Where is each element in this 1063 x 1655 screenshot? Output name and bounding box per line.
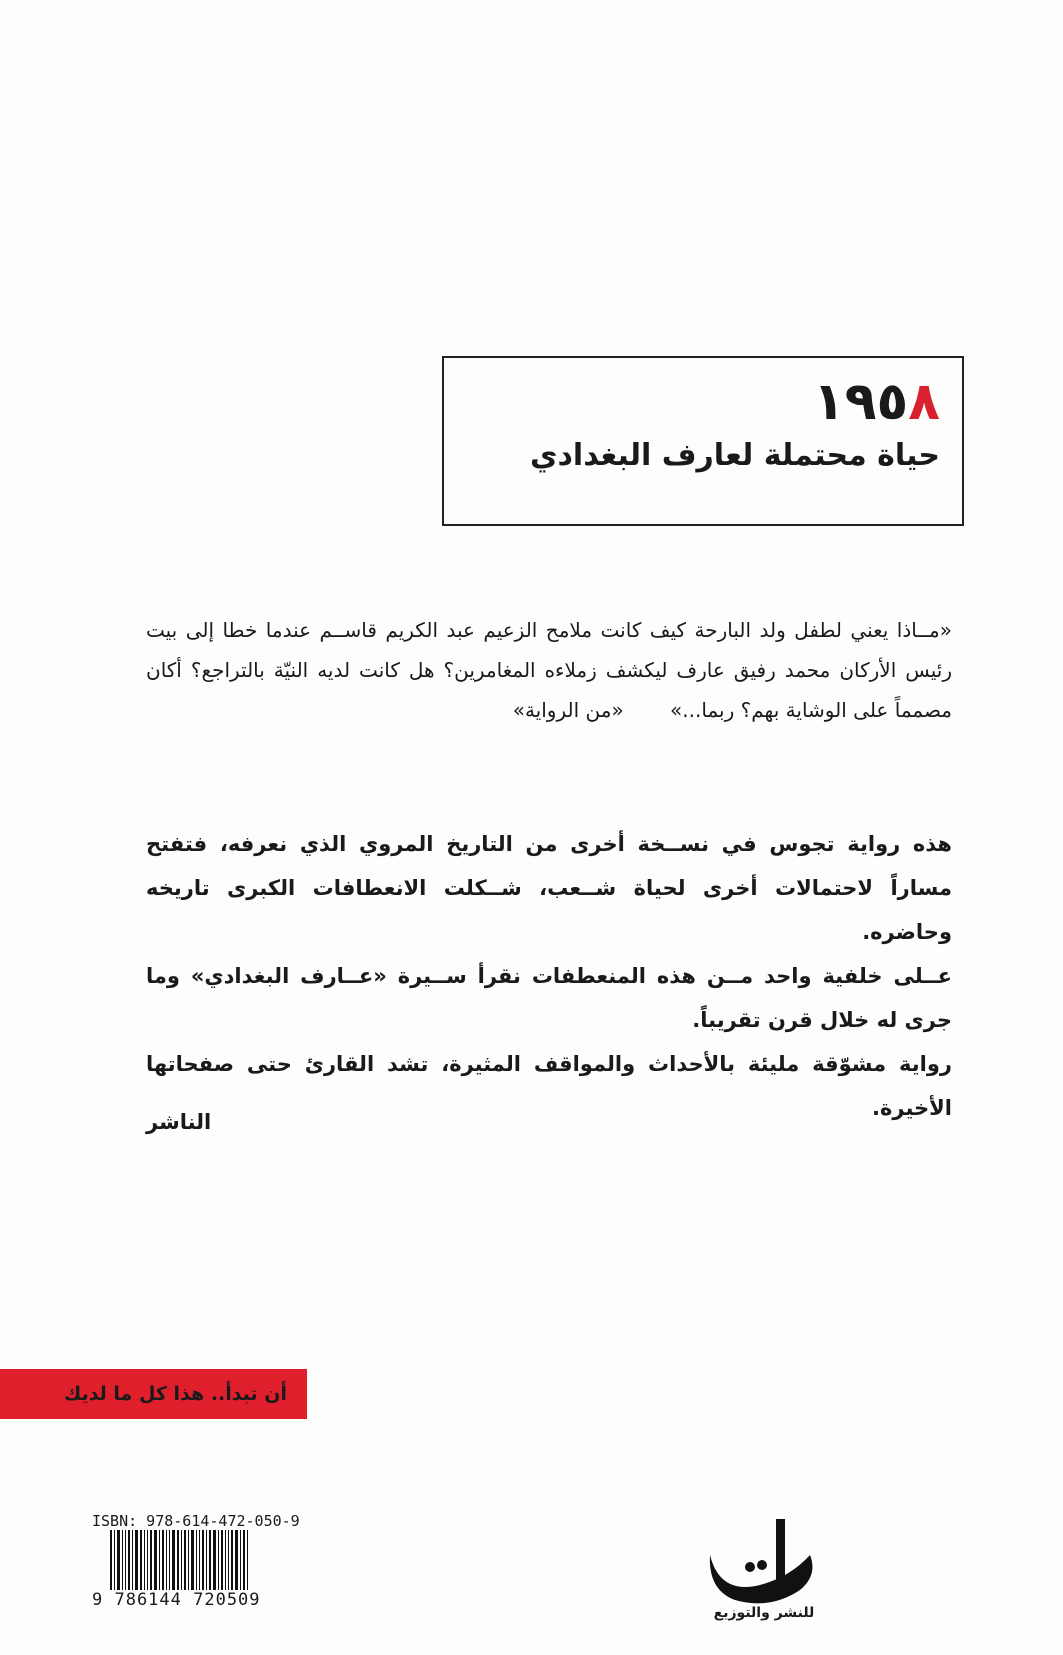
isbn-label: ISBN: 978-614-472-050-9 xyxy=(92,1512,300,1530)
blurb xyxy=(146,822,952,1130)
barcode-bar xyxy=(240,1530,241,1590)
barcode-bar xyxy=(191,1530,194,1590)
barcode-bar xyxy=(122,1530,123,1590)
blurb-paragraph: رواية مشوّقة مليئة بالأحداث والمواقف المثيرة، تشد القارئ حتى صفحاتها الأخيرة. xyxy=(146,1052,952,1120)
barcode-bar xyxy=(125,1530,126,1590)
barcode-bar xyxy=(188,1530,189,1590)
barcode-bar xyxy=(196,1530,197,1590)
barcode-bar xyxy=(110,1530,112,1590)
publisher-signature: الناشر xyxy=(146,1110,212,1134)
barcode-bar xyxy=(169,1530,170,1590)
barcode-bar xyxy=(177,1530,179,1590)
barcode-bar xyxy=(199,1530,200,1590)
barcode-bar xyxy=(184,1530,186,1590)
barcode-bar xyxy=(235,1530,238,1590)
barcode-bar xyxy=(150,1530,152,1590)
barcode-bar xyxy=(243,1530,245,1590)
barcode-bar xyxy=(213,1530,216,1590)
barcode-bar xyxy=(228,1530,229,1590)
barcode-bar xyxy=(147,1530,148,1590)
barcode-bar xyxy=(132,1530,133,1590)
barcode-bar xyxy=(247,1530,248,1590)
barcode-bar xyxy=(144,1530,145,1590)
publisher-logo xyxy=(700,1515,830,1615)
barcode-bar xyxy=(162,1530,164,1590)
title-box xyxy=(442,356,964,526)
book-subtitle: حياة محتملة لعارف البغدادي xyxy=(530,438,940,473)
barcode-bar xyxy=(221,1530,223,1590)
publisher-logo-text: للنشر والتوزيع xyxy=(713,1605,815,1621)
year-red-digit: ٨ xyxy=(908,372,940,432)
barcode-bar xyxy=(202,1530,204,1590)
blurb-paragraph: هذه رواية تجوس في نســخة أخرى من التاريخ المروي الذي نعرفه، فتفتح مساراً لاحتمالات أخرى لحياة شــعب، شــكلت الانعطافات الكبرى تاريخه وحاضره. xyxy=(146,832,952,944)
barcode-bar xyxy=(231,1530,233,1590)
tagline-banner: أن تبدأ.. هذا كل ما لديك xyxy=(0,1369,307,1419)
barcode-bar xyxy=(114,1530,115,1590)
barcode-bar xyxy=(140,1530,142,1590)
blurb-paragraph: عــلى خلفية واحد مــن هذه المنعطفات نقرأ ســيرة «عــارف البغدادي» وما جرى له خلال قرن تقريباً. xyxy=(146,964,952,1032)
year-digits: ١٩٥ xyxy=(813,372,909,432)
barcode-bar xyxy=(135,1530,138,1590)
book-year xyxy=(444,372,940,432)
barcode-bar xyxy=(209,1530,211,1590)
barcode xyxy=(110,1530,290,1590)
barcode-digits: 9 786144 720509 xyxy=(92,1590,261,1610)
barcode-bar xyxy=(225,1530,226,1590)
barcode-bar xyxy=(166,1530,167,1590)
barcode-bar xyxy=(172,1530,175,1590)
quote-source: «من الرواية» xyxy=(512,698,624,722)
barcode-bar xyxy=(181,1530,182,1590)
quote-text: «مــاذا يعني لطفل ولد البارحة كيف كانت ملامح الزعيم عبد الكريم قاســم عندما خطا إلى بيت رئيس الأركان محمد رفيق عارف ليكشف زملاءه المغامرين؟ هل كانت لديه النيّة بالتراجع؟ أكان مصمماً على الوشاية بهم؟ ربما...» xyxy=(146,618,952,722)
barcode-bar xyxy=(206,1530,207,1590)
barcode-bar xyxy=(159,1530,160,1590)
excerpt-quote xyxy=(146,610,952,730)
barcode-bar xyxy=(128,1530,130,1590)
barcode-bar xyxy=(154,1530,157,1590)
barcode-bar xyxy=(117,1530,120,1590)
barcode-bar xyxy=(218,1530,219,1590)
